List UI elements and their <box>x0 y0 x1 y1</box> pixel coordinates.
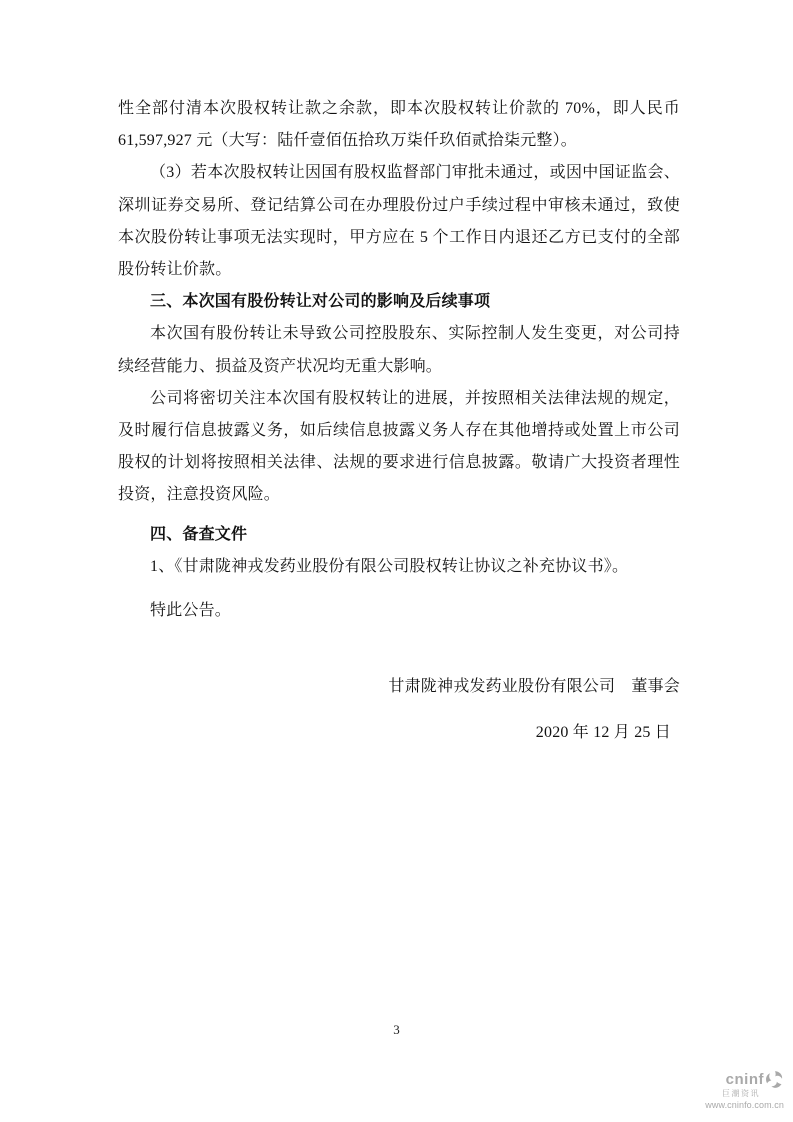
cninfo-url: www.cninfo.com.cn <box>705 1100 784 1110</box>
paragraph-announcement-close: 特此公告。 <box>150 602 232 620</box>
cninfo-wordmark: cninf <box>725 1071 764 1088</box>
section-heading-4: 四、备查文件 <box>150 525 248 543</box>
page-number: 3 <box>393 1022 400 1037</box>
cninfo-name-cn: 巨潮资讯 <box>722 1089 760 1098</box>
paragraph-payment-balance: 性全部付清本次股权转让款之余款，即本次股权转让价款的 70%，即人民币 61,597,927 元（大写：陆仟壹佰伍拾玖万柒仟玖佰贰拾柒元整）。 <box>118 100 680 150</box>
cninfo-logo-row <box>694 1070 784 1089</box>
paragraph-clause-3: （3）若本次股权转让因国有股权监督部门审批未通过，或因中国证监会、深圳证券交易所、登记结算公司在办理股份过户手续过程中审核未通过，致使本次股份转让事项无法实现时，甲方应在 5 个工作日内退还乙方已支付的全部股份转让价款。 <box>118 164 680 279</box>
paragraph-disclosure: 公司将密切关注本次国有股权转让的进展，并按照相关法律法规的规定，及时履行信息披露义务，如后续信息披露义务人存在其他增持或处置上市公司股权的计划将按照相关法律、法规的要求进行信息披露。敬请广大投资者理性投资，注意投资风险。 <box>118 389 680 504</box>
document-body <box>118 93 680 750</box>
section-heading-3: 三、本次国有股份转让对公司的影响及后续事项 <box>150 293 491 311</box>
paragraph-impact: 本次国有股份转让未导致公司控股股东、实际控制人发生变更，对公司持续经营能力、损益及资产状况均无重大影响。 <box>118 325 680 375</box>
signature-date: 2020 年 12 月 25 日 <box>535 724 671 742</box>
cninfo-logo <box>694 1070 784 1110</box>
paragraph-reference-document: 1、《甘肃陇神戎发药业股份有限公司股权转让协议之补充协议书》。 <box>150 557 629 575</box>
signature-company-board: 甘肃陇神戎发药业股份有限公司 董事会 <box>388 678 680 696</box>
cninfo-swirl-icon <box>765 1070 784 1089</box>
paragraphs <box>118 93 680 750</box>
